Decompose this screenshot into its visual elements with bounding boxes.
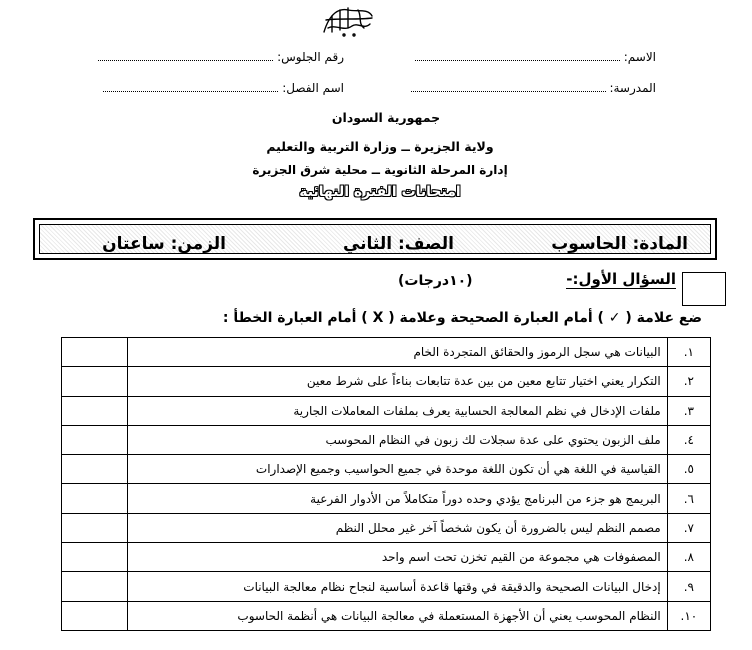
statement-number: .٩ bbox=[667, 572, 710, 601]
basmala-calligraphy bbox=[318, 2, 378, 38]
seat-label: رقم الجلوس: bbox=[277, 50, 344, 64]
statement-number: .٥ bbox=[667, 455, 710, 484]
class-name-field[interactable] bbox=[103, 81, 344, 95]
statement-number: .١ bbox=[667, 338, 710, 367]
grade-label: الصف: الثاني bbox=[342, 234, 454, 254]
answer-cell[interactable] bbox=[62, 455, 128, 484]
answer-cell[interactable] bbox=[62, 513, 128, 542]
seat-number-field[interactable] bbox=[98, 50, 344, 64]
name-field[interactable] bbox=[415, 50, 656, 64]
statement-text: مصمم النظم ليس بالضرورة أن يكون شخصاً آخر غير محلل النظم bbox=[128, 513, 667, 542]
statement-text: ملفات الإدخال في نظم المعالجة الحسابية يعرف بملفات المعاملات الجارية bbox=[128, 396, 667, 425]
class-line[interactable] bbox=[103, 83, 278, 92]
statement-number: .٨ bbox=[667, 543, 710, 572]
statement-row bbox=[62, 601, 711, 630]
country-title: جمهورية السودان bbox=[331, 110, 441, 125]
subject-bar bbox=[33, 218, 717, 260]
question-instruction: ضع علامة ( ✓ ) أمام العبارة الصحيحة وعلامة ( X ) أمام العبارة الخطأ : bbox=[222, 310, 702, 326]
statement-row bbox=[62, 572, 711, 601]
answer-cell[interactable] bbox=[62, 396, 128, 425]
statement-row bbox=[62, 367, 711, 396]
time-label: الزمن: ساعتان bbox=[102, 234, 226, 254]
class-label: اسم الفصل: bbox=[282, 81, 344, 95]
statement-text: المصفوفات هي مجموعة من القيم تخزن تحت اسم واحد bbox=[128, 543, 667, 572]
statement-row bbox=[62, 425, 711, 454]
statement-text: القياسية في اللغة هي أن تكون اللغة موحدة في جميع الحواسيب وجميع الإصدارات bbox=[128, 455, 667, 484]
answer-cell[interactable] bbox=[62, 338, 128, 367]
question-score-box[interactable] bbox=[682, 272, 726, 306]
school-label: المدرسة: bbox=[609, 81, 656, 95]
statement-row bbox=[62, 543, 711, 572]
question-one-marks: (١٠درجات) bbox=[398, 273, 473, 289]
exam-title: امتحانات الفترة النهائية bbox=[299, 184, 461, 200]
statement-row bbox=[62, 455, 711, 484]
school-field[interactable] bbox=[411, 81, 656, 95]
statement-number: .١٠ bbox=[667, 601, 710, 630]
statement-row bbox=[62, 338, 711, 367]
answer-cell[interactable] bbox=[62, 425, 128, 454]
statement-number: .٦ bbox=[667, 484, 710, 513]
subject-bar-inner bbox=[39, 224, 711, 254]
statement-number: .٣ bbox=[667, 396, 710, 425]
statement-row bbox=[62, 484, 711, 513]
answer-cell[interactable] bbox=[62, 543, 128, 572]
answer-cell[interactable] bbox=[62, 601, 128, 630]
administration-title: إدارة المرحلة الثانوية ــ محلية شرق الجزيرة bbox=[252, 163, 508, 177]
subject-label: المادة: الحاسوب bbox=[551, 234, 688, 254]
statement-text: إدخال البيانات الصحيحة والدقيقة في وقتها قاعدة أساسية لنجاح نظام معالجة البيانات bbox=[128, 572, 667, 601]
seat-line[interactable] bbox=[98, 52, 273, 61]
statement-row bbox=[62, 396, 711, 425]
statement-number: .٤ bbox=[667, 425, 710, 454]
school-line[interactable] bbox=[411, 83, 606, 92]
statement-text: التكرار يعني اختيار تتابع معين من بين عدة تتابعات بناءاً على شرط معين bbox=[128, 367, 667, 396]
statement-text: البريمج هو جزء من البرنامج يؤدي وحده دوراً متكاملاً من الأدوار الفرعية bbox=[128, 484, 667, 513]
statement-text: النظام المحوسب يعني أن الأجهزة المستعملة في معالجة البيانات هي أنظمة الحاسوب bbox=[128, 601, 667, 630]
statements-table bbox=[61, 337, 711, 631]
name-line[interactable] bbox=[415, 52, 620, 61]
statement-number: .٢ bbox=[667, 367, 710, 396]
statement-text: ملف الزبون يحتوي على عدة سجلات لك زبون في النظام المحوسب bbox=[128, 425, 667, 454]
name-label: الاسم: bbox=[623, 50, 656, 64]
answer-cell[interactable] bbox=[62, 367, 128, 396]
statement-row bbox=[62, 513, 711, 542]
question-one-title: السؤال الأول:- bbox=[566, 270, 676, 288]
statement-text: البيانات هي سجل الرموز والحقائق المتجردة الخام bbox=[128, 338, 667, 367]
ministry-title: ولاية الجزيرة ــ وزارة التربية والتعليم bbox=[266, 139, 494, 154]
statement-number: .٧ bbox=[667, 513, 710, 542]
answer-cell[interactable] bbox=[62, 484, 128, 513]
answer-cell[interactable] bbox=[62, 572, 128, 601]
